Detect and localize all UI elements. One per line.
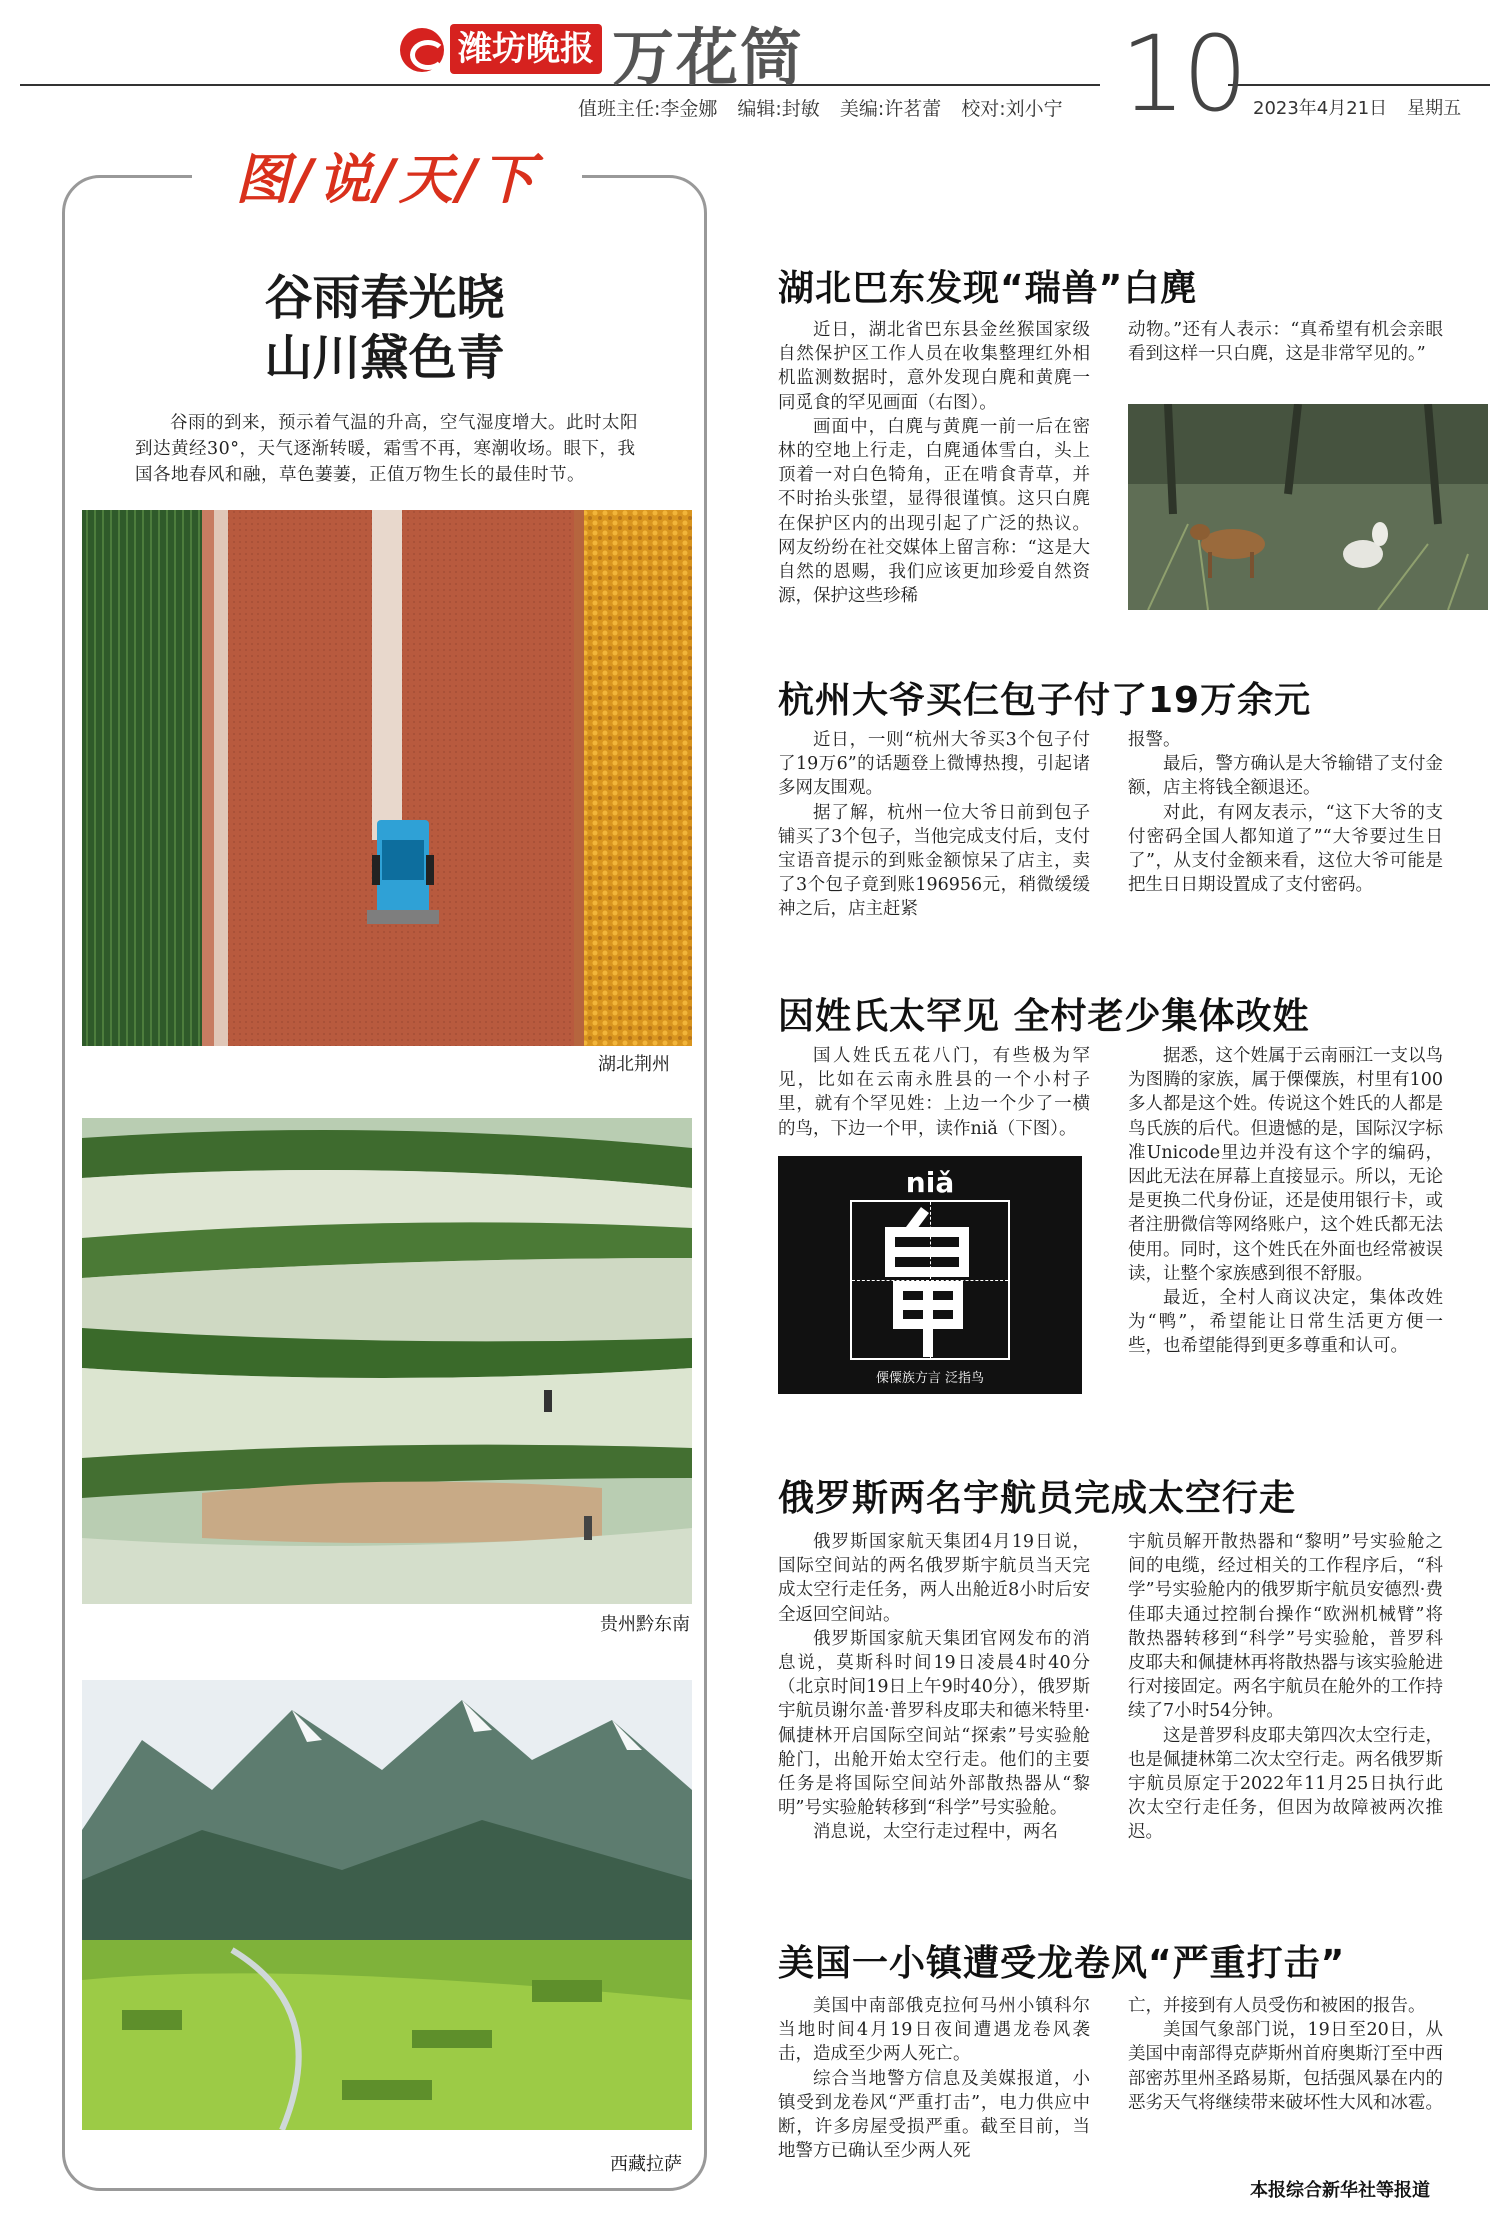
staff-editor: 编辑:封敏 bbox=[737, 98, 820, 120]
article-2-p3: 报警。 bbox=[1128, 730, 1181, 750]
photo-white-muntjac bbox=[1128, 404, 1488, 610]
staff-duty-chief: 值班主任:李金娜 bbox=[578, 98, 718, 120]
rare-surname-pinyin: niǎ bbox=[905, 1166, 955, 1199]
article-4-p2: 俄罗斯国家航天集团官网发布的消息说，莫斯科时间19日凌晨4时40分（北京时间19日上午9时40分），俄罗斯宇航员谢尔盖·普罗科皮耶夫和德米特里·佩捷林开启国际空间站“探索”号实验舱舱门，出舱开始太空行走。他们的主要任务是将国际空间站外部散热器从“黎明”号实验舱转移到“科学”号实验舱。 bbox=[778, 1628, 1090, 1819]
article-3-col1 bbox=[778, 1044, 1090, 1141]
paper-name: 潍坊晚报 bbox=[450, 24, 602, 74]
article-5-p2: 综合当地警方信息及美媒报道，小镇受到龙卷风“严重打击”，电力供应中断，许多房屋受损严重。截至目前，当地警方已确认至少两人死 bbox=[778, 2068, 1090, 2162]
photo-hubei-jingzhou bbox=[82, 510, 692, 1046]
rare-surname-graphic bbox=[778, 1156, 1082, 1394]
rare-surname-glyph-icon bbox=[852, 1202, 1008, 1358]
article-2-col2 bbox=[1128, 728, 1443, 897]
article-3-title: 因姓氏太罕见 全村老少集体改姓 bbox=[778, 996, 1310, 1037]
panel-header bbox=[192, 140, 582, 220]
caption-xizang: 西藏拉萨 bbox=[610, 2154, 682, 2175]
article-3-col2 bbox=[1128, 1044, 1443, 1359]
photo-story-lead: 谷雨的到来，预示着气温的升高，空气湿度增大。此时太阳到达黄经30°，天气逐渐转暖，霜雪不再，寒潮收场。眼下，我国各地春风和融，草色萋萋，正值万物生长的最佳时节。 bbox=[135, 413, 638, 485]
photo-story-title-line-1: 谷雨春光晓 bbox=[264, 270, 505, 326]
article-4-p4: 宇航员解开散热器和“黎明”号实验舱之间的电缆，经过相关的工作程序后，“科学”号实验舱内的俄罗斯宇航员安德烈·费佳耶夫通过控制台操作“欧洲机械臂”将散热器转移到“科学”号实验舱，普罗科皮耶夫和佩捷林再将散热器与该实验舱进行对接固定。两名宇航员在舱外的工作持续了7小时54分钟。 bbox=[1128, 1532, 1443, 1722]
article-2-p4: 最后，警方确认是大爷输错了支付金额，店主将钱全额退还。 bbox=[1128, 754, 1443, 799]
article-4-col2 bbox=[1128, 1530, 1443, 1845]
article-5-p4: 美国气象部门说，19日至20日，从美国中南部得克萨斯州首府奥斯汀至中西部密苏里州圣路易斯，包括强风暴在内的恶劣天气将继续带来破坏性大风和冰雹。 bbox=[1128, 2020, 1443, 2113]
weekday-text: 星期五 bbox=[1407, 98, 1462, 119]
article-4-p5: 这是普罗科皮耶夫第四次太空行走，也是佩捷林第二次太空行走。两名俄罗斯宇航员原定于2022年11月25日执行此次太空行走任务，但因为故障被两次推迟。 bbox=[1128, 1725, 1443, 1843]
article-1-p2: 画面中，白麂与黄麂一前一后在密林的空地上行走，白麂通体雪白，头上顶着一对白色犄角，正在啃食青草，并不时抬头张望，显得很谨慎。这只白麂在保护区内的出现引起了广泛的热议。网友纷纷在社交媒体上留言称：“这是大自然的恩赐，我们应该更加珍爱自然资源，保护这些珍稀 bbox=[778, 416, 1090, 607]
article-1-col1 bbox=[778, 318, 1090, 608]
article-4-col1 bbox=[778, 1530, 1090, 1845]
section-name: 万花筒 bbox=[612, 21, 805, 94]
article-3-p1: 国人姓氏五花八门，有些极为罕见，比如在云南永胜县的一个小村子里，就有个罕见姓：上边一个少了一横的鸟，下边一个甲，读作niǎ（下图）。 bbox=[778, 1046, 1090, 1139]
article-2-p1: 近日，一则“杭州大爷买3个包子付了19万6”的话题登上微博热搜，引起诸多网友围观。 bbox=[778, 730, 1090, 799]
article-5-p3: 亡，并接到有人员受伤和被困的报告。 bbox=[1128, 1996, 1426, 2016]
article-5-p1: 美国中南部俄克拉何马州小镇科尔当地时间4月19日夜间遭遇龙卷风袭击，造成至少两人死亡。 bbox=[778, 1996, 1090, 2065]
article-2-col1 bbox=[778, 728, 1090, 922]
caption-guizhou: 贵州黔东南 bbox=[600, 1614, 690, 1635]
photo-story-title bbox=[62, 268, 707, 388]
staff-proofreader: 校对:刘小宁 bbox=[961, 98, 1063, 120]
staff-art-editor: 美编:许茗蕾 bbox=[839, 98, 942, 120]
article-4-p3: 消息说，太空行走过程中，两名 bbox=[813, 1822, 1058, 1843]
source-credit: 本报综合新华社等报道 bbox=[1250, 2180, 1430, 2201]
rare-surname-caption: 傈僳族方言 泛指鸟 bbox=[875, 1371, 985, 1386]
article-4-p1: 俄罗斯国家航天集团4月19日说，国际空间站的两名俄罗斯宇航员当天完成太空行走任务，两人出舱近8小时后安全返回空间站。 bbox=[778, 1532, 1090, 1625]
photo-story-title-line-2: 山川黛色青 bbox=[264, 330, 505, 386]
staff-credits bbox=[578, 94, 1083, 121]
article-3-p3: 最近，全村人商议决定，集体改姓为“鸭”，希望能让日常生活更方便一些，也希望能得到更多尊重和认可。 bbox=[1128, 1288, 1443, 1357]
article-4-title: 俄罗斯两名宇航员完成太空行走 bbox=[778, 1478, 1297, 1519]
article-2-p5: 对此，有网友表示，“这下大爷的支付密码全国人都知道了”“大爷要过生日了”，从支付金额来看，这位大爷可能是把生日日期设置成了支付密码。 bbox=[1128, 802, 1443, 896]
caption-hubei: 湖北荆州 bbox=[598, 1054, 670, 1075]
article-5-col1 bbox=[778, 1994, 1090, 2163]
photo-guizhou-qiandongnan bbox=[82, 1118, 692, 1604]
masthead-rule-left bbox=[20, 84, 1100, 86]
masthead-rule-right bbox=[1228, 84, 1490, 86]
issue-date bbox=[1253, 94, 1461, 120]
article-1-col2 bbox=[1128, 318, 1443, 366]
article-2-title: 杭州大爷买仨包子付了19万余元 bbox=[778, 680, 1312, 721]
newspaper-logo bbox=[400, 28, 444, 72]
photo-xizang-lasa bbox=[82, 1680, 692, 2130]
article-5-col2 bbox=[1128, 1994, 1443, 2115]
panel-header-text: 图/说/天/下 bbox=[235, 148, 539, 211]
article-3-p2: 据悉，这个姓属于云南丽江一支以鸟为图腾的家族，属于傈僳族，村里有100多人都是这个姓。传说这个姓氏的人都是鸟氏族的后代。但遗憾的是，国际汉字标准Unicode里边并没有这个字的编码，因此无法在屏幕上直接显示。所以，无论是更换二代身份证，还是使用银行卡，或者注册微信等网络账户，这个姓氏都无法使用。同时，这个姓氏在外面也经常被误读，让整个家族感到很不舒服。 bbox=[1128, 1046, 1443, 1284]
page-number: 10 bbox=[1120, 13, 1245, 135]
article-1-title: 湖北巴东发现“瑞兽”白麂 bbox=[778, 268, 1198, 309]
article-5-title: 美国一小镇遭受龙卷风“严重打击” bbox=[778, 1943, 1346, 1984]
masthead bbox=[0, 0, 1500, 135]
article-1-p1: 近日，湖北省巴东县金丝猴国家级自然保护区工作人员在收集整理红外相机监测数据时，意外发现白麂和黄麂一同觅食的罕见画面（右图）。 bbox=[778, 320, 1090, 413]
rare-surname-glyph-frame bbox=[850, 1200, 1010, 1360]
article-1-p3: 动物。”还有人表示：“真希望有机会亲眼看到这样一只白麂，这是非常罕见的。” bbox=[1128, 320, 1443, 365]
article-2-p2: 据了解，杭州一位大爷日前到包子铺买了3个包子，当他完成支付后，支付宝语音提示的到账金额惊呆了店主，卖了3个包子竟到账196956元，稍微缓缓神之后，店主赶紧 bbox=[778, 802, 1090, 920]
date-text: 2023年4月21日 bbox=[1253, 98, 1388, 119]
